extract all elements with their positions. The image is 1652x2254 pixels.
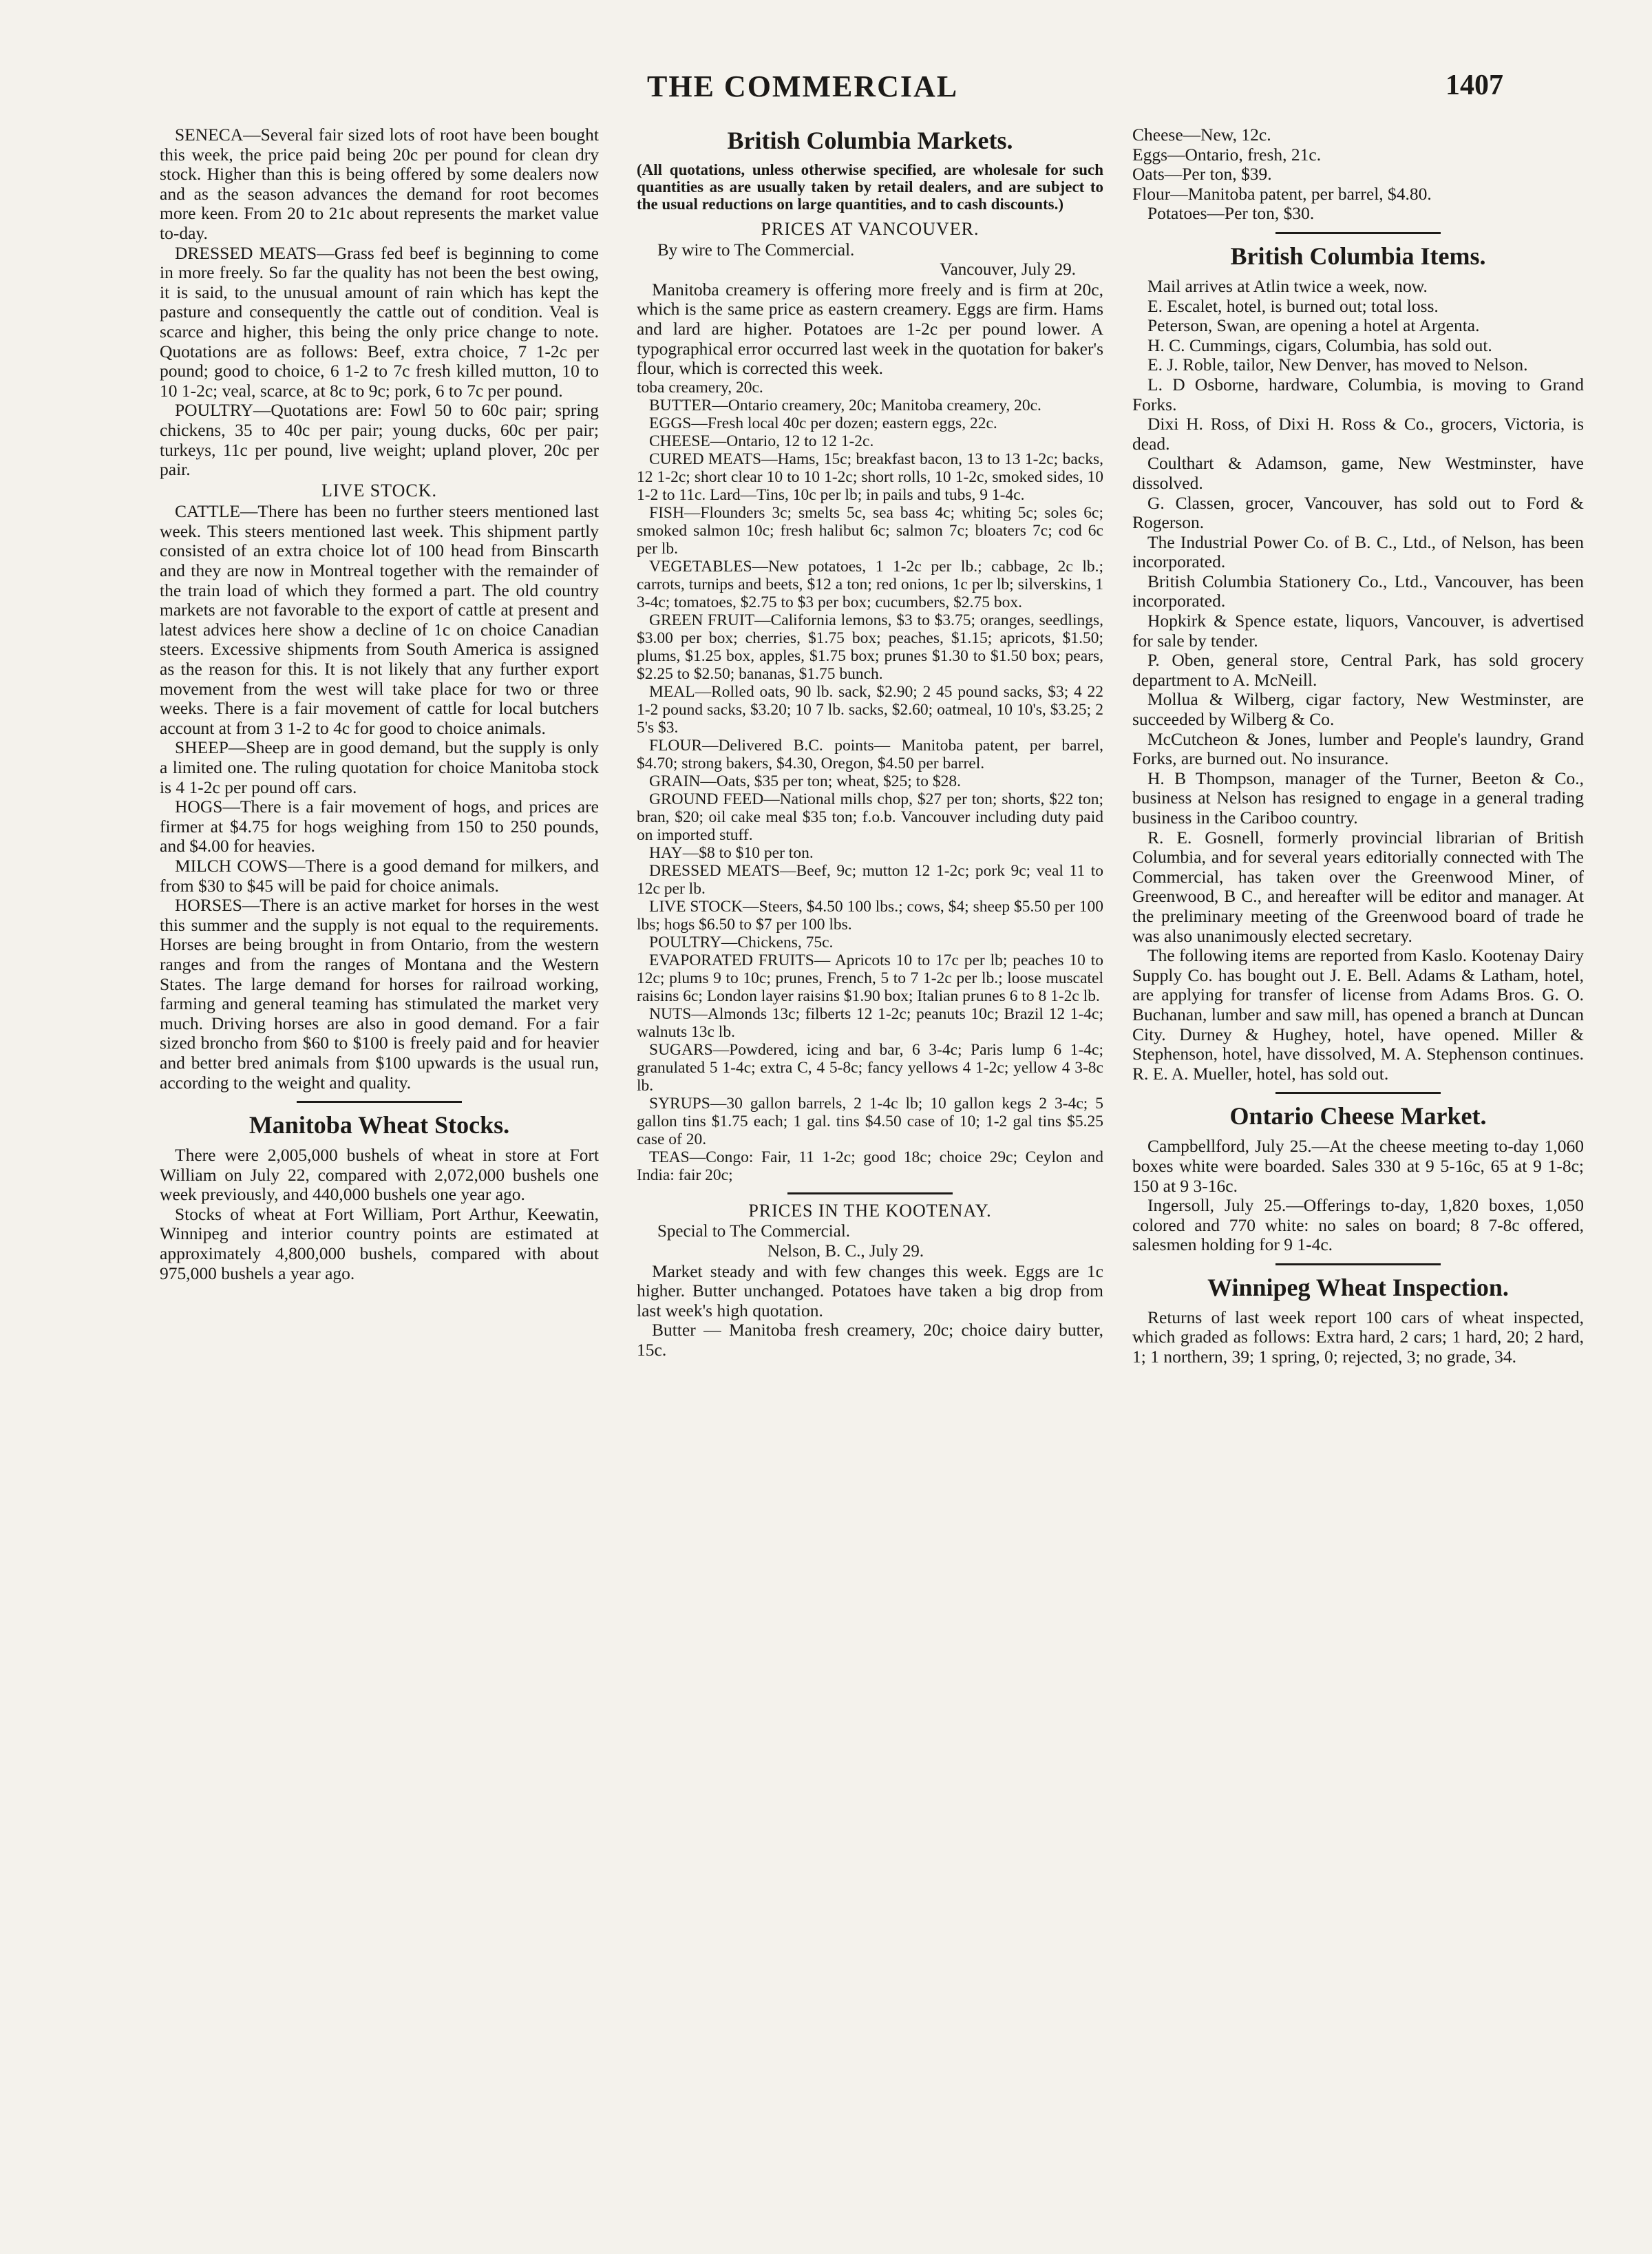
divider-rule — [1275, 232, 1441, 234]
article-title-ontario-cheese: Ontario Cheese Market. — [1229, 1102, 1487, 1130]
list-item: British Columbia Stationery Co., Ltd., Vancouver, has been incorporated. — [1132, 571, 1584, 611]
column-middle — [637, 125, 1103, 1360]
divider-rule — [787, 1192, 953, 1194]
running-head — [0, 69, 1652, 110]
list-item: Mail arrives at Atlin twice a week, now. — [1147, 275, 1428, 296]
masthead: THE COMMERCIAL — [647, 70, 959, 103]
price-butter: BUTTER—Ontario creamery, 20c; Manitoba creamery, 20c. — [649, 396, 1041, 414]
section-heading-kootenay: PRICES IN THE KOOTENAY. — [748, 1200, 992, 1221]
paragraph-vancouver-intro: Manitoba creamery is offering more freely and is firm at 20c, which is the same price as eastern creamery. Eggs are firm. Hams and lard are higher. Potatoes are 1-2c per pound lower. A typographical error occurred last week in the quotation for baker's flour, which is corrected this week. — [637, 279, 1103, 379]
price-cheese: CHEESE—Ontario, 12 to 12 1-2c. — [649, 432, 874, 450]
paragraph-wheat-inspection: Returns of last week report 100 cars of wheat inspected, which graded as follows: Extra hard, 2 cars; 1 hard, 20; 2 hard, 1; 1 northern, 39; 1 spring, 0; rejected, 3; no grade, 34. — [1132, 1307, 1584, 1367]
price-fish: FISH—Flounders 3c; smelts 5c, sea bass 4c; whiting 5c; soles 6c; smoked salmon 10c; fresh halibut 6c; salmon 7c; bloaters 7c; cod 6c per lb. — [637, 503, 1103, 558]
article-title-wheat-inspection: Winnipeg Wheat Inspection. — [1207, 1273, 1509, 1301]
price-hay: HAY—$8 to $10 per ton. — [649, 843, 814, 862]
price-grain: GRAIN—Oats, $35 per ton; wheat, $25; to $28. — [649, 772, 961, 790]
list-item: H. B Thompson, manager of the Turner, Beeton & Co., business at Nelson has resigned to engage in a general trading business in the Cariboo country. — [1132, 768, 1584, 828]
list-item: Hopkirk & Spence estate, liquors, Vancouver, is advertised for sale by tender. — [1132, 611, 1584, 651]
paragraph-poultry: POULTRY—Quotations are: Fowl 50 to 60c pair; spring chickens, 35 to 40c per pair; young ducks, 60c per pair; turkeys, 11c per pound, live weight; upland plover, 20c per pair. — [160, 400, 599, 480]
list-item: H. C. Cummings, cigars, Columbia, has sold out. — [1147, 335, 1492, 355]
paragraph-hogs: HOGS—There is a fair movement of hogs, and prices are firmer at $4.75 for hogs weighing from 150 to 250 pounds, and $4.00 for heavies. — [160, 797, 599, 856]
list-item: E. J. Roble, tailor, New Denver, has moved to Nelson. — [1147, 355, 1528, 375]
price-live-stock: LIVE STOCK—Steers, $4.50 100 lbs.; cows, $4; sheep $5.50 per 100 lbs; hogs $6.50 to $7 per 100 lbs. — [637, 897, 1103, 934]
paragraph-wheat-stocks-1: There were 2,005,000 bushels of wheat in store at Fort William on July 22, compared with 2,072,000 bushels one week previously, and 440,000 bushels one year ago. — [160, 1145, 599, 1205]
divider-rule — [1275, 1092, 1441, 1094]
paragraph-wheat-stocks-2: Stocks of wheat at Fort William, Port Arthur, Keewatin, Winnipeg and interior country points are estimated at approximately 4,800,000 bushels, compared with about 975,000 bushels a year ago. — [160, 1203, 599, 1283]
price-line-potatoes: Potatoes—Per ton, $30. — [1147, 203, 1315, 224]
paragraph-horses: HORSES—There is an active market for horses in the west this summer and the supply is not equal to the requirements. Horses are being brought in from Ontario, from the western ranges and from the ranges of Montana and the Western States. The large demand for horses for railroad working, farming and general teaming has stimulated the market very much. Driving horses are also in good demand. For a fair sized broncho from $60 to $100 is freely paid and for heavier and better bred animals from $100 upwards is the usual run, according to the weight and quality. — [160, 895, 599, 1093]
paragraph-cattle: CATTLE—There has been no further steers mentioned last week. This steers mentioned last week. This shipment partly consisted of an extra choice lot of 100 head from Binscarth and they are now in Montreal together with the remainder of the train load of which they formed a part. The old country markets are not favorable to the export of cattle at present and latest advices here show a decline of 1c on choice Canadian steers. Excessive shipments from South America is assigned as the reason for this. It is not likely that any further export movement from the west will take place for two or three weeks. There is a fair movement of cattle for local butchers account at from 3 1-2 to 4c for good to choice animals. — [160, 501, 599, 738]
paragraph-seneca: SENECA—Several fair sized lots of root have been bought this week, the price paid being 20c per pound for clean dry stock. Higher than this is being offered by some dealers now and as the season advances the demand for root becomes more keen. From 20 to 21c about represents the market value to-day. — [160, 125, 599, 243]
wire-credit: By wire to The Commercial. — [657, 240, 855, 260]
paragraph-ingersoll: Ingersoll, July 25.—Offerings to-day, 1,820 boxes, 1,050 colored and 770 white: no sales on board; 8 7-8c offered, salesmen holding for 9 1-4c. — [1132, 1195, 1584, 1255]
price-list-vancouver — [637, 379, 1103, 1184]
divider-rule — [1275, 1263, 1441, 1265]
price-syrups: SYRUPS—30 gallon barrels, 2 1-4c lb; 10 gallon kegs 2 3-4c; 5 gallon tins $1.75 each; 1 gal. tins $4.50 case of 10; 1-2 gal tins $5.25 case of 20. — [637, 1094, 1103, 1148]
article-title-bc-items: British Columbia Items. — [1230, 242, 1486, 270]
paragraph-campbellford: Campbellford, July 25.—At the cheese meeting to-day 1,060 boxes white were boarded. Sales 330 at 9 5-16c, 65 at 9 1-8c; 150 at 9 3-16c. — [1132, 1136, 1584, 1196]
page-number: 1407 — [1446, 70, 1503, 101]
list-item: The following items are reported from Kaslo. Kootenay Dairy Supply Co. has bought out J. E. Bell. Adams & Latham, hotel, are applying for transfer of license from Adams Bros. G. O. Buchanan, lumber and saw mill, has opened a branch at Duncan City. Durney & Hughey, hotel, have opened. Miller & Stephenson, hotel, have dissolved, M. A. Stephenson continues. R. E. A. Mueller, hotel, has sold out. — [1132, 945, 1584, 1084]
dateline-nelson: Nelson, B. C., July 29. — [767, 1241, 924, 1261]
paragraph-sheep: SHEEP—Sheep are in good demand, but the supply is only a limited one. The ruling quotation for choice Manitoba stock is 4 1-2c per pound off cars. — [160, 737, 599, 797]
list-item: Peterson, Swan, are opening a hotel at Argenta. — [1147, 315, 1480, 336]
price-poultry: POULTRY—Chickens, 75c. — [649, 933, 834, 951]
price-sugars: SUGARS—Powdered, icing and bar, 6 3-4c; Paris lump 6 1-4c; granulated 5 1-4c; extra C, 4 5-8c; fancy yellows 4 1-2c; yellow 4 3-8c lb. — [637, 1040, 1103, 1095]
column-right — [1132, 125, 1584, 1367]
list-item: McCutcheon & Jones, lumber and People's laundry, Grand Forks, are burned out. No insurance. — [1132, 728, 1584, 769]
price-line-oats: Oats—Per ton, $39. — [1132, 164, 1272, 185]
section-heading-vancouver: PRICES AT VANCOUVER. — [761, 219, 979, 239]
cheese-market-reports — [1132, 1137, 1584, 1255]
paragraph-milch-cows: MILCH COWS—There is a good demand for milkers, and from $30 to $45 will be paid for choice animals. — [160, 855, 599, 896]
article-title-bc-markets: British Columbia Markets. — [727, 127, 1013, 154]
section-heading-live-stock: LIVE STOCK. — [321, 480, 437, 501]
price-line-flour: Flour—Manitoba patent, per barrel, $4.80. — [1132, 183, 1432, 204]
price-vegetables: VEGETABLES—New potatoes, 1 1-2c per lb.; cabbage, 2c lb.; carrots, turnips and beets, $12 a ton; red onions, 1c per lb; silverskins, 1 3-4c; tomatoes, $2.75 to $3 per box; cucumbers, $2.75 box. — [637, 557, 1103, 611]
price-flour: FLOUR—Delivered B.C. points— Manitoba patent, per barrel, $4.70; strong bakers, $4.30, Oregon, $4.50 per barrel. — [637, 736, 1103, 772]
price-cured-meats: CURED MEATS—Hams, 15c; breakfast bacon, 13 to 13 1-2c; backs, 12 1-2c; short clear 10 to 10 1-2c; short rolls, 10 1-2c, smoked sides, 10 1-2 to 11c. Lard—Tins, 10c per lb; in pails and tubs, 9 1-4c. — [637, 450, 1103, 504]
paragraph-dressed-meats: DRESSED MEATS—Grass fed beef is beginning to come in more freely. So far the quality has not been the best owing, it is said, to the unusual amount of rain which has kept the pasture and consequently the cattle out of condition. Veal is scarce and higher, this being the only price change to note. Quotations are as follows: Beef, extra choice, 7 1-2c per pound; good to choice, 6 1-2 to 7c fresh killed mutton, 10 to 10 1-2c; veal, scarce, at 8c to 9c; pork, 6 to 7c per pound. — [160, 242, 599, 401]
list-item: The Industrial Power Co. of B. C., Ltd., of Nelson, has been incorporated. — [1132, 531, 1584, 572]
list-item: Mollua & Wilberg, cigar factory, New Westminster, are succeeded by Wilberg & Co. — [1132, 689, 1584, 730]
price-toba: toba creamery, 20c. — [637, 378, 763, 397]
price-dressed-meats: DRESSED MEATS—Beef, 9c; mutton 12 1-2c; pork 9c; veal 11 to 12c per lb. — [637, 861, 1103, 898]
list-item: L. D Osborne, hardware, Columbia, is moving to Grand Forks. — [1132, 374, 1584, 414]
list-item: R. E. Gosnell, formerly provincial librarian of British Columbia, and for several years editorially connected with The Commercial, has taken over the Greenwood Miner, of Greenwood, B C., and hereafter will be editor and manager. At the preliminary meeting of the Greenwood board of trade he was also unanimously elected secretary. — [1132, 827, 1584, 946]
price-nuts: NUTS—Almonds 13c; filberts 12 1-2c; peanuts 10c; Brazil 12 1-4c; walnuts 13c lb. — [637, 1004, 1103, 1041]
price-ground-feed: GROUND FEED—National mills chop, $27 per ton; shorts, $22 ton; bran, $20; oil cake meal $35 ton; f.o.b. Vancouver including duty paid on imported stuff. — [637, 790, 1103, 844]
column-left — [160, 125, 599, 1283]
bc-items-list — [1132, 277, 1584, 1084]
special-credit: Special to The Commercial. — [657, 1222, 851, 1241]
price-line-cheese: Cheese—New, 12c. — [1132, 125, 1271, 145]
price-eggs: EGGS—Fresh local 40c per dozen; eastern eggs, 22c. — [649, 414, 997, 432]
divider-rule — [297, 1101, 462, 1103]
price-meal: MEAL—Rolled oats, 90 lb. sack, $2.90; 2 45 pound sacks, $3; 4 22 1-2 pound sacks, $3.20; 10 7 lb. sacks, $2.60; oatmeal, 10 10's, $3.25; 2 5's $3. — [637, 682, 1103, 737]
list-item: Dixi H. Ross, of Dixi H. Ross & Co., grocers, Victoria, is dead. — [1132, 414, 1584, 454]
price-green-fruit: GREEN FRUIT—California lemons, $3 to $3.75; oranges, seedlings, $3.00 per box; cherries, $1.75 box; peaches, $1.15; apricots, $1.50; plums, $1.25 box, apples, $1.75 box; prunes $1.30 to $1.50 box; pears, $2.25 to $2.50; bananas, $1.75 bunch. — [637, 611, 1103, 683]
article-title-wheat-stocks: Manitoba Wheat Stocks. — [248, 1111, 510, 1139]
list-item: Coulthart & Adamson, game, New Westminster, have dissolved. — [1132, 453, 1584, 493]
price-teas: TEAS—Congo: Fair, 11 1-2c; good 18c; choice 29c; Ceylon and India: fair 20c; — [637, 1148, 1103, 1184]
list-item: G. Classen, grocer, Vancouver, has sold out to Ford & Rogerson. — [1132, 492, 1584, 533]
price-line-eggs: Eggs—Ontario, fresh, 21c. — [1132, 144, 1322, 165]
list-item: E. Escalet, hotel, is burned out; total loss. — [1147, 295, 1439, 316]
paragraph-kootenay-market: Market steady and with few changes this week. Eggs are 1c higher. Butter unchanged. Potatoes have taken a big drop from last week's high quotation. — [637, 1261, 1103, 1320]
paragraph-kootenay-butter: Butter — Manitoba fresh creamery, 20c; choice dairy butter, 15c. — [637, 1320, 1103, 1360]
wheat-inspection-report — [1132, 1308, 1584, 1367]
quotations-note: (All quotations, unless otherwise specified, are wholesale for such quantities as are usually taken by retail dealers, and are subject to the usual reductions on large quantities, and to cash discounts.) — [637, 161, 1103, 213]
price-evaporated-fruits: EVAPORATED FRUITS— Apricots 10 to 17c per lb; peaches 10 to 12c; plums 9 to 10c; prunes, French, 5 to 7 1-2c per lb.; loose muscatel raisins 6c; London layer raisins $1.90 box; Italian prunes 6 to 8 1-2c lb. — [637, 951, 1103, 1005]
dateline-vancouver: Vancouver, July 29. — [940, 260, 1076, 280]
list-item: P. Oben, general store, Central Park, has sold grocery department to A. McNeill. — [1132, 650, 1584, 690]
